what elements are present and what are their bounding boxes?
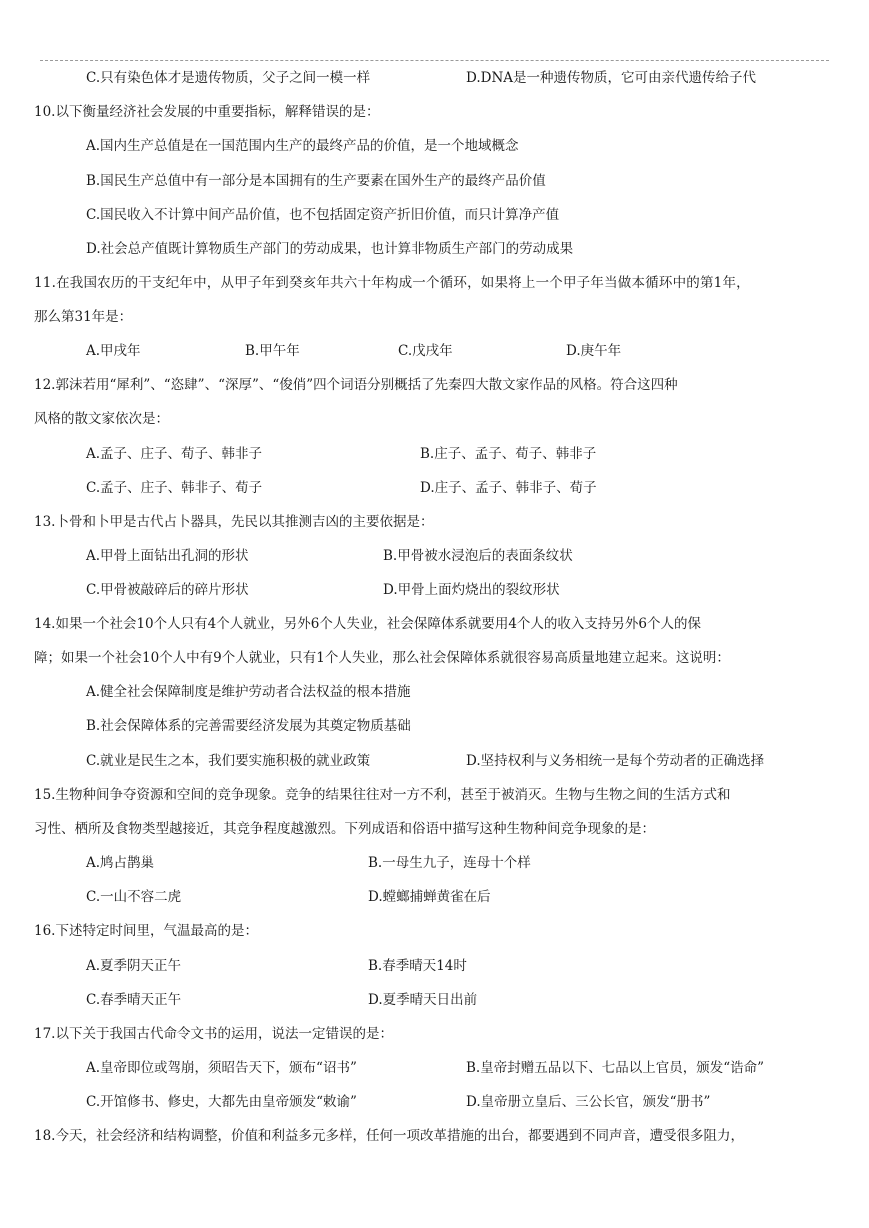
q11-option-c: C.戊戌年 [398,343,453,359]
q14-stem-line2: 障；如果一个社会10个人中有9个人就业，只有1个人失业，那么社会保障体系就很容易高质量地建立起来。这说明： [34,650,730,666]
q16-option-b: B.春季晴天14时 [368,958,467,974]
q10-option-c: C.国民收入不计算中间产品价值，也不包括固定资产折旧价值，而只计算净产值 [86,207,560,223]
q13-option-b: B.甲骨被水浸泡后的表面条纹状 [383,548,573,564]
q14-option-d: D.坚持权利与义务相统一是每个劳动者的正确选择 [466,753,765,769]
q16-stem: 16.下述特定时间里，气温最高的是： [34,923,258,939]
q17-option-b: B.皇帝封赠五品以下、七品以上官员，颁发“诰命” [466,1060,765,1076]
q10-option-a: A.国内生产总值是在一国范围内生产的最终产品的价值，是一个地域概念 [86,138,519,154]
q15-option-a: A.鸠占鹊巢 [86,855,155,871]
q12-option-d: D.庄子、孟子、韩非子、荀子 [420,480,597,496]
q15-option-d: D.螳螂捕蝉黄雀在后 [368,889,491,905]
q11-option-a: A.甲戌年 [86,343,141,359]
q15-stem-line2: 习性、栖所及食物类型越接近，其竞争程度越激烈。下列成语和俗语中描写这种生物种间竞争现象的是： [34,821,655,837]
q9-option-d: D.DNA是一种遗传物质，它可由亲代遗传给子代 [466,70,757,86]
q16-option-a: A.夏季阴天正午 [86,958,182,974]
q14-option-a: A.健全社会保障制度是维护劳动者合法权益的根本措施 [86,684,411,700]
q15-option-b: B.一母生九子，连母十个样 [368,855,531,871]
q16-option-d: D.夏季晴天日出前 [368,992,478,1008]
q10-option-d: D.社会总产值既计算物质生产部门的劳动成果，也计算非物质生产部门的劳动成果 [86,241,574,257]
q14-stem-line1: 14.如果一个社会10个人只有4个人就业，另外6个人失业，社会保障体系就要用4个人的收入支持另外6个人的保 [34,616,702,632]
q16-option-c: C.春季晴天正午 [86,992,182,1008]
q17-option-a: A.皇帝即位或驾崩，须昭告天下，颁布“诏书” [86,1060,357,1076]
q17-stem: 17.以下关于我国古代命令文书的运用，说法一定错误的是： [34,1026,393,1042]
q13-stem: 13.卜骨和卜甲是古代占卜器具，先民以其推测吉凶的主要依据是： [34,514,434,530]
q13-option-d: D.甲骨上面灼烧出的裂纹形状 [383,582,560,598]
q15-option-c: C.一山不容二虎 [86,889,182,905]
q10-option-b: B.国民生产总值中有一部分是本国拥有的生产要素在国外生产的最终产品价值 [86,173,546,189]
q14-option-b: B.社会保障体系的完善需要经济发展为其奠定物质基础 [86,718,411,734]
q14-option-c: C.就业是民生之本，我们要实施积极的就业政策 [86,753,371,769]
q12-stem-line2: 风格的散文家依次是： [34,411,169,427]
q15-stem-line1: 15.生物种间争夺资源和空间的竞争现象。竞争的结果往往对一方不利，甚至于被消灭。生物与生物之间的生活方式和 [34,787,731,803]
q11-option-b: B.甲午年 [245,343,300,359]
q13-option-a: A.甲骨上面钻出孔洞的形状 [86,548,249,564]
q11-option-d: D.庚午年 [566,343,622,359]
page-header-divider [40,60,829,61]
q17-option-c: C.开馆修书、修史，大都先由皇帝颁发“敕谕” [86,1094,357,1110]
q12-stem-line1: 12.郭沫若用“犀利”、“恣肆”、“深厚”、“俊俏”四个词语分别概括了先秦四大散文家作品的风格。符合这四种 [34,377,678,393]
q12-option-a: A.孟子、庄子、荀子、韩非子 [86,446,263,462]
q9-option-c: C.只有染色体才是遗传物质，父子之间一模一样 [86,70,371,86]
q11-stem-line2: 那么第31年是： [34,309,133,325]
q13-option-c: C.甲骨被敲碎后的碎片形状 [86,582,249,598]
q12-option-b: B.庄子、孟子、荀子、韩非子 [420,446,597,462]
q10-stem: 10.以下衡量经济社会发展的中重要指标，解释错误的是： [34,104,380,120]
q18-stem-line1: 18.今天，社会经济和结构调整，价值和利益多元多样，任何一项改革措施的出台，都要遇到不同声音，遭受很多阻力， [34,1128,744,1144]
q12-option-c: C.孟子、庄子、韩非子、荀子 [86,480,263,496]
q17-option-d: D.皇帝册立皇后、三公长官，颁发“册书” [466,1094,711,1110]
q11-stem-line1: 11.在我国农历的干支纪年中，从甲子年到癸亥年共六十年构成一个循环，如果将上一个甲子年当做本循环中的第1年， [34,275,750,291]
